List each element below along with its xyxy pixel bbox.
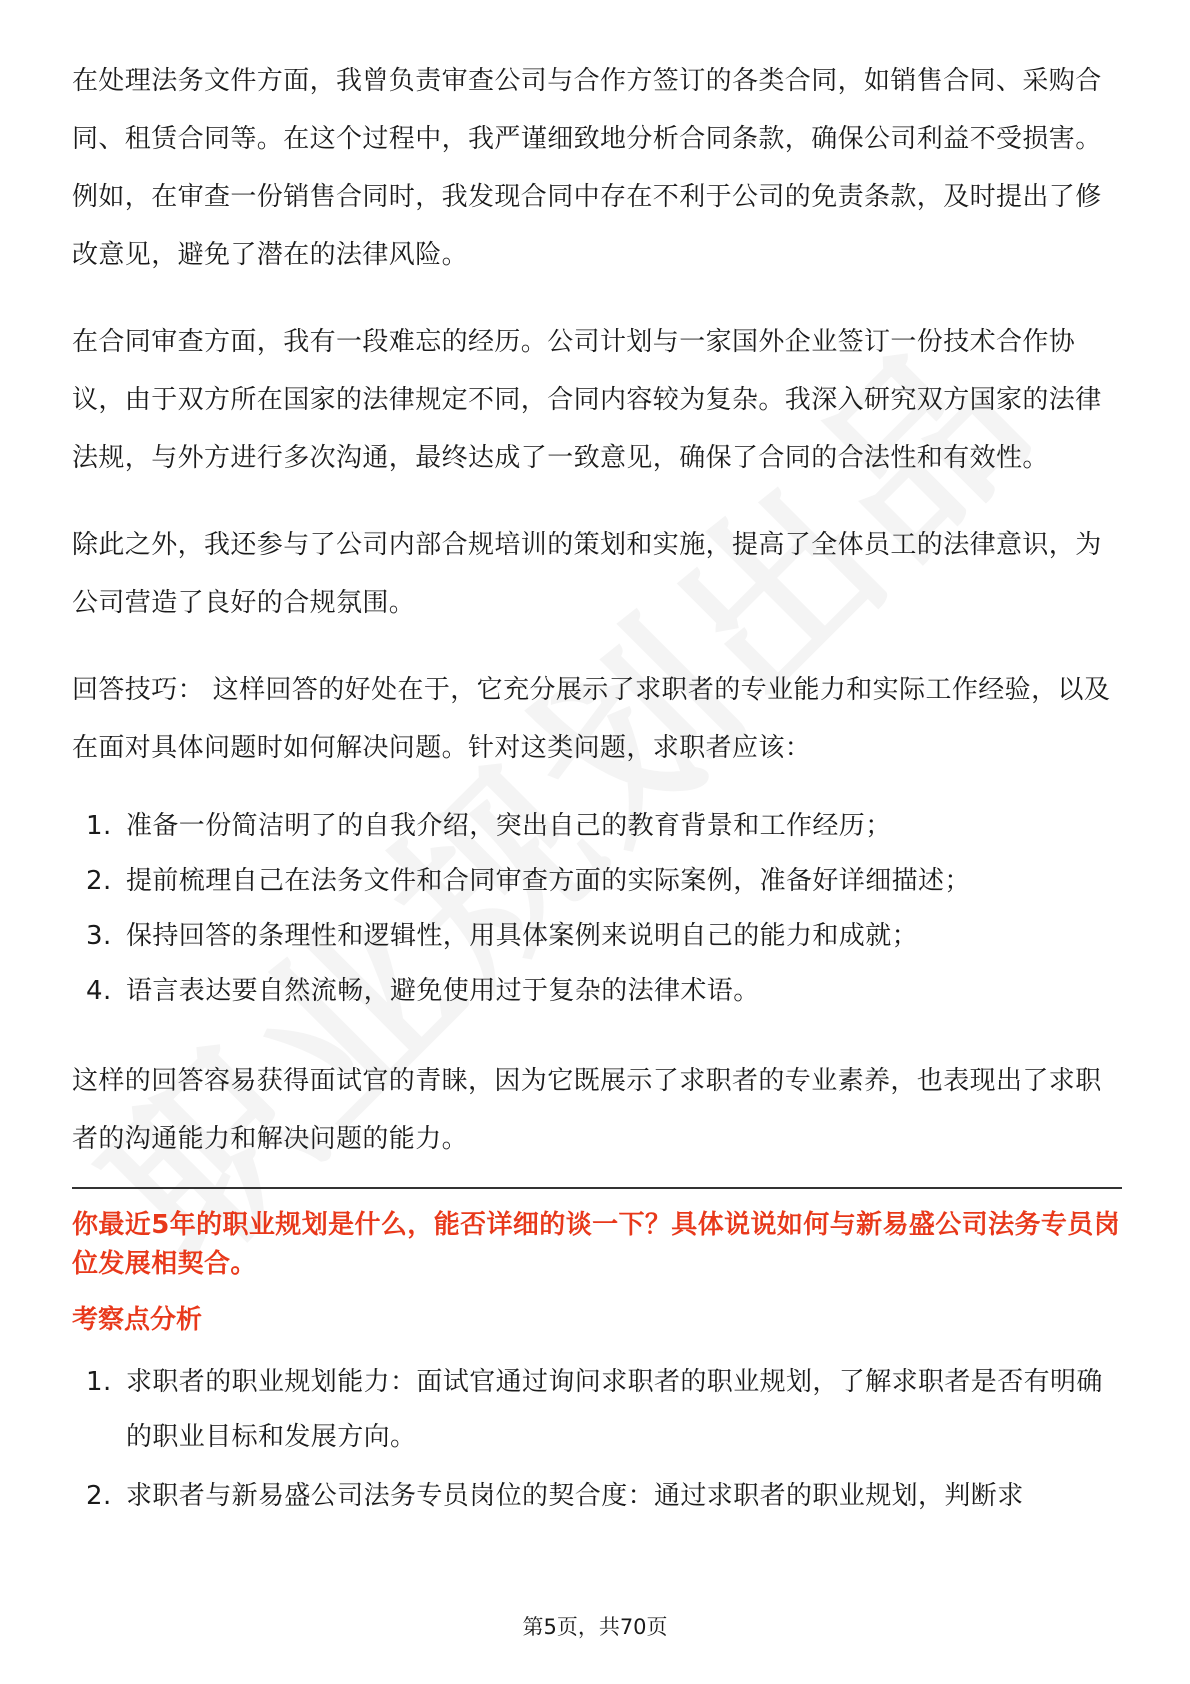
list-item: 3. 保持回答的条理性和逻辑性，用具体案例来说明自己的能力和成就； [86, 921, 919, 951]
page-number: 第5页，共70页 [522, 1615, 668, 1639]
section-divider [72, 1187, 1122, 1189]
paragraph-compliance-training: 除此之外，我还参与了公司内部合规培训的策划和实施，提高了全体员工的法律意识，为公司营造了良好的合规氛围。 [72, 530, 1102, 618]
interview-question: 你最近5年的职业规划是什么，能否详细的谈一下？具体说说如何与新易盛公司法务专员岗位发展相契合。 [72, 1210, 1121, 1279]
list-item: 1. 准备一份简洁明了的自我介绍，突出自己的教育背景和工作经历； [86, 811, 892, 841]
list-item: 1. 求职者的职业规划能力：面试官通过询问求职者的职业规划，了解求职者是否有明确的职业目标和发展方向。 [86, 1367, 1103, 1452]
list-item: 4. 语言表达要自然流畅，避免使用过于复杂的法律术语。 [86, 976, 760, 1006]
analysis-heading: 考察点分析 [72, 1305, 203, 1335]
paragraph-conclusion: 这样的回答容易获得面试官的青睐，因为它既展示了求职者的专业素养，也表现出了求职者的沟通能力和解决问题的能力。 [72, 1066, 1102, 1154]
paragraph-contract-review: 在合同审查方面，我有一段难忘的经历。公司计划与一家国外企业签订一份技术合作协议，由于双方所在国家的法律规定不同，合同内容较为复杂。我深入研究双方国家的法律法规，与外方进行多次沟通，最终达成了一致意见，确保了合同的合法性和有效性。 [72, 327, 1102, 473]
paragraph-answer-tips: 回答技巧： 这样回答的好处在于，它充分展示了求职者的专业能力和实际工作经验，以及在面对具体问题时如何解决问题。针对这类问题，求职者应该： [72, 675, 1111, 763]
analysis-list [72, 1355, 1122, 1524]
list-item: 2. 提前梳理自己在法务文件和合同审查方面的实际案例，准备好详细描述； [86, 866, 971, 896]
tips-list [72, 799, 1122, 1019]
page-content [72, 52, 1122, 1528]
paragraph-legal-documents: 在处理法务文件方面，我曾负责审查公司与合作方签订的各类合同，如销售合同、采购合同、租赁合同等。在这个过程中，我严谨细致地分析合同条款，确保公司利益不受损害。例如，在审查一份销售合同时，我发现合同中存在不利于公司的免责条款，及时提出了修改意见，避免了潜在的法律风险。 [72, 66, 1102, 270]
list-item: 2. 求职者与新易盛公司法务专员岗位的契合度：通过求职者的职业规划，判断求 [86, 1481, 1024, 1511]
